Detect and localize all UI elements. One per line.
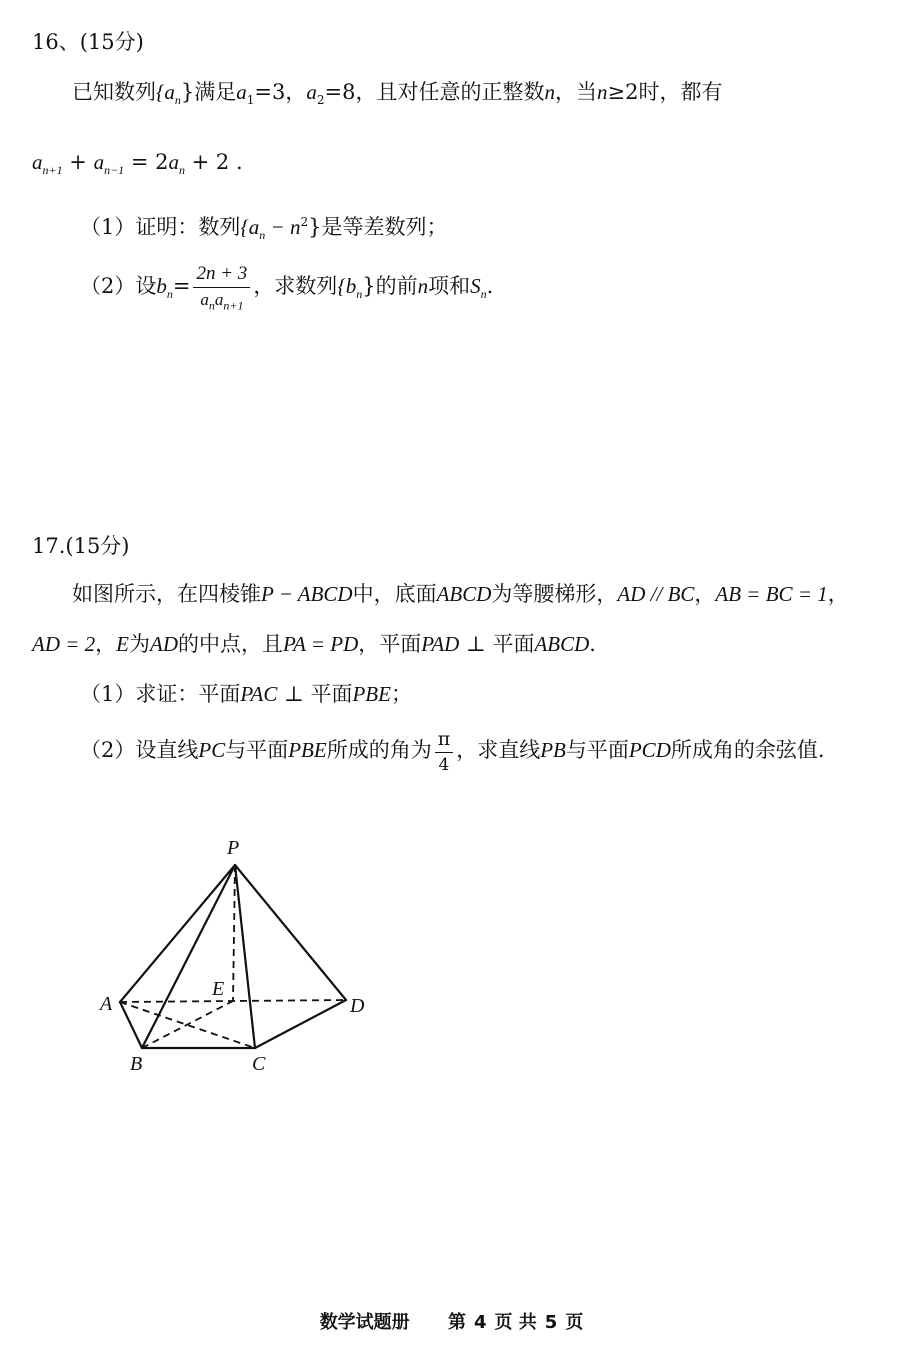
q17-pi-fraction: $\frac{\pi}{4}$: [435, 728, 454, 775]
label-B: B: [130, 1053, 143, 1075]
label-C: C: [252, 1053, 266, 1075]
q17-header: 17.(15分): [32, 534, 130, 558]
q16-recurrence: $a_{n+1} + a_{n-1} = 2a_n + 2$ .: [32, 150, 243, 178]
q17-line1: 如图所示，在四棱锥P − ABCD中，底面ABCD为等腰梯形，AD // BC，AB = BC = 1，: [72, 582, 849, 606]
label-A: A: [100, 993, 113, 1015]
label-D: D: [350, 995, 365, 1017]
edge-PE-hidden: [233, 865, 235, 1001]
edge-PD: [235, 865, 346, 1000]
q16-header: 16、(15分): [32, 30, 144, 54]
q16-part1: （1）证明：数列$\{a_n - n^2\}$是等差数列；: [80, 215, 448, 243]
edge-CD: [255, 1000, 346, 1048]
label-P: P: [227, 837, 240, 859]
q17-line2: AD = 2，E为AD的中点，且PA = PD，平面PAD ⊥ 平面ABCD.: [32, 632, 596, 656]
q17-part1: （1）求证：平面PAC ⊥ 平面PBE；: [80, 682, 412, 706]
q17-part2: （2）设直线PC与平面PBE所成的角为 $\frac{\pi}{4}$ ，求直线PB与平面PCD所成角的余弦值.: [80, 728, 825, 775]
edge-PC: [235, 865, 255, 1048]
page-number: 4: [473, 1312, 487, 1333]
page-footer: 数学试题册 第 4 页 共 5 页: [319, 1312, 584, 1333]
edge-PB: [142, 865, 235, 1048]
pyramid-diagram: [90, 830, 380, 1080]
edge-BE-hidden: [142, 1001, 233, 1048]
footer-title: 数学试题册: [319, 1312, 410, 1333]
page-total: 5: [544, 1312, 558, 1333]
pyramid-figure: [90, 830, 380, 1080]
edge-AB: [120, 1002, 142, 1048]
q16-stem: 已知数列$\{a_n\}$满足$a_1=3$，$a_2=8$，且对任意的正整数n，当n≥2时，都有: [72, 80, 723, 108]
q16-part2: （2）设$b_n=$ $\frac{2n + 3}{a_na_{n+1}}$ ，求数列$\{b_n\}$的前n项和$S_n$.: [80, 263, 494, 313]
label-E: E: [212, 978, 225, 1000]
q16-fraction: $\frac{2n + 3}{a_na_{n+1}}$: [193, 262, 250, 313]
